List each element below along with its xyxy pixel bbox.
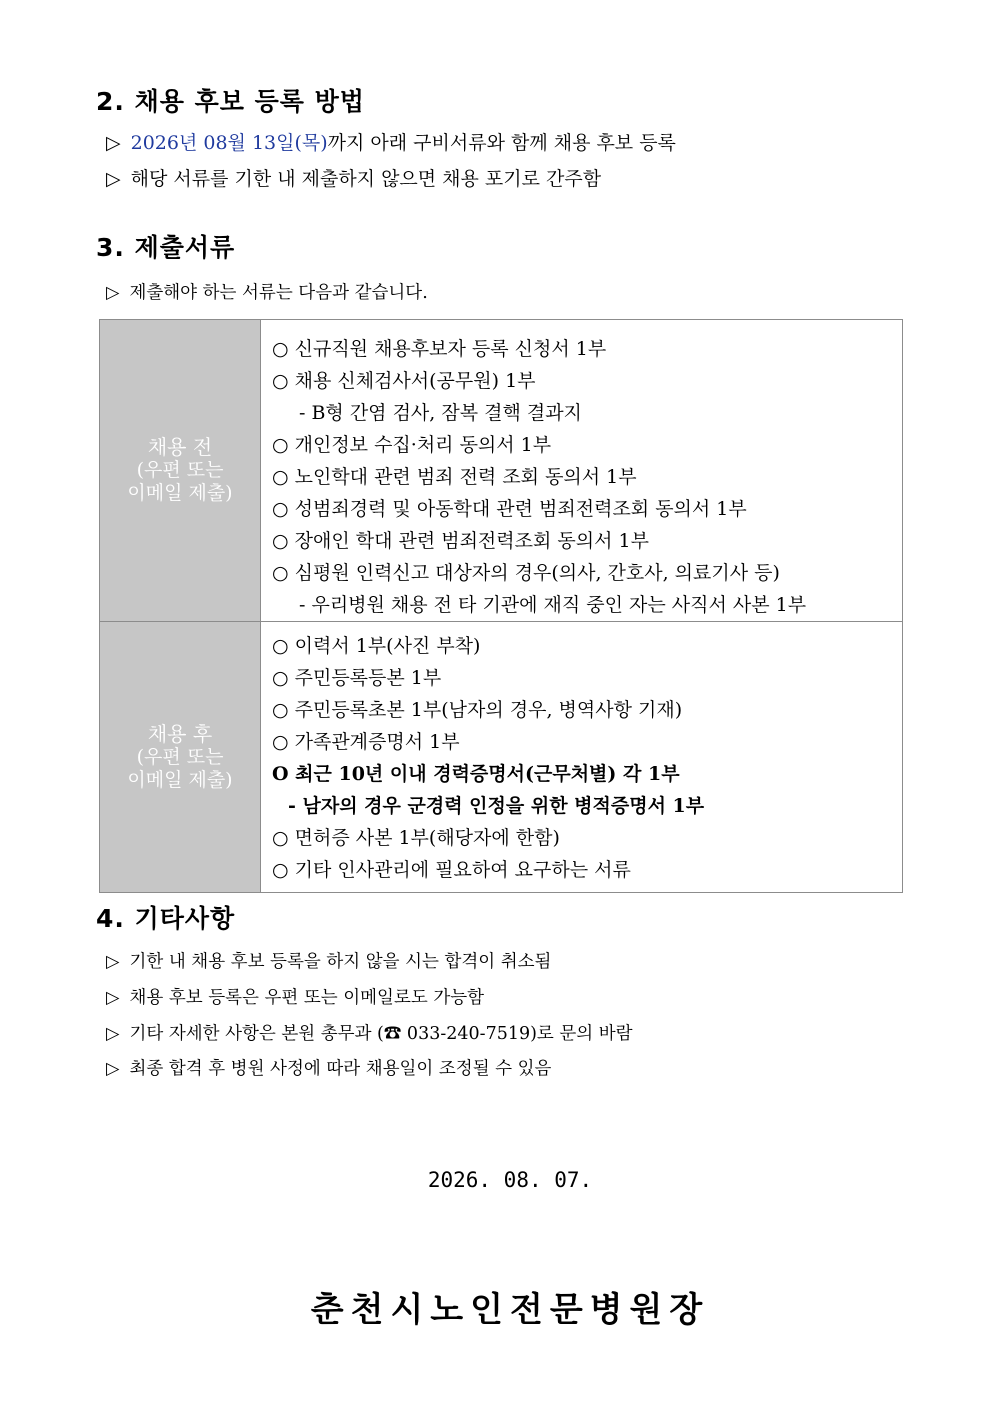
section-3-intro-text: 제출해야 하는 서류는 다음과 같습니다. [129, 283, 428, 303]
section-4-item [106, 948, 551, 973]
section-2-line-1-text: 까지 아래 구비서류와 함께 채용 후보 등록 [327, 132, 676, 154]
list-item: ○ 개인정보 수집·처리 동의서 1부 [272, 434, 552, 456]
list-item: ○ 가족관계증명서 1부 [272, 731, 460, 753]
list-item: O 최근 10년 이내 경력증명서(근무처별) 각 1부 [272, 763, 680, 785]
before-hiring-label-sub2: 이메일 제출) [127, 482, 233, 504]
list-item: ○ 장애인 학대 관련 범죄전력조회 동의서 1부 [272, 530, 649, 552]
section-2-line-1 [106, 128, 676, 155]
after-hiring-label-sub1: (우편 또는 [136, 745, 224, 768]
section-4-item [106, 1055, 551, 1080]
after-hiring-items [261, 622, 903, 893]
after-hiring-label-title: 채용 후 [147, 721, 213, 746]
before-hiring-row [100, 320, 903, 622]
list-item: ○ 신규직원 채용후보자 등록 신청서 1부 [272, 338, 607, 360]
signature-title: 춘천시노인전문병원장 [310, 1290, 710, 1330]
section-3-intro [106, 279, 428, 304]
list-item: ○ 채용 신체검사서(공무원) 1부 [272, 370, 536, 392]
section-2-line-2 [106, 164, 601, 191]
triangle-marker-icon: ▷ [106, 168, 121, 190]
list-item: - B형 간염 검사, 잠복 결핵 결과지 [299, 402, 582, 424]
list-item: ○ 이력서 1부(사진 부착) [272, 635, 481, 657]
list-item: ○ 주민등록초본 1부(남자의 경우, 병역사항 기재) [272, 699, 683, 721]
after-hiring-row [100, 622, 903, 893]
after-hiring-label-sub2: 이메일 제출) [127, 768, 233, 791]
list-item: ○ 성범죄경력 및 아동학대 관련 범죄전력조회 동의서 1부 [272, 498, 747, 520]
list-item: - 우리병원 채용 전 타 기관에 재직 중인 자는 사직서 사본 1부 [299, 594, 807, 616]
deadline-highlight: 2026년 08월 13일(목) [130, 132, 328, 154]
before-hiring-label-title: 채용 전 [147, 435, 213, 459]
triangle-marker-icon: ▷ [106, 952, 120, 972]
list-item: ○ 주민등록등본 1부 [272, 667, 442, 689]
triangle-marker-icon: ▷ [106, 283, 120, 303]
before-hiring-label-sub1: (우편 또는 [136, 459, 224, 481]
after-hiring-label [100, 622, 261, 893]
before-hiring-items [261, 320, 903, 622]
section-2-line-2-text: 해당 서류를 기한 내 제출하지 않으면 채용 포기로 간주함 [130, 168, 602, 190]
section-3-title: 3. 제출서류 [96, 233, 236, 262]
section-4-item-text: 기타 자세한 사항은 본원 총무과 (☎ 033-240-7519)로 문의 바람 [129, 1024, 633, 1044]
documents-table [99, 319, 903, 893]
section-4-item [106, 984, 484, 1009]
section-4-item-text: 최종 합격 후 병원 사정에 따라 채용일이 조정될 수 있음 [129, 1059, 552, 1079]
section-4-item [106, 1020, 633, 1045]
list-item: ○ 면허증 사본 1부(해당자에 한함) [272, 827, 560, 849]
section-4-title: 4. 기타사항 [96, 904, 236, 933]
triangle-marker-icon: ▷ [106, 132, 121, 154]
list-item: - 남자의 경우 군경력 인정을 위한 병적증명서 1부 [288, 795, 705, 817]
list-item: ○ 심평원 인력신고 대상자의 경우(의사, 간호사, 의료기사 등) [272, 562, 780, 584]
section-4-item-text: 기한 내 채용 후보 등록을 하지 않을 시는 합격이 취소됨 [129, 952, 552, 972]
triangle-marker-icon: ▷ [106, 988, 120, 1008]
triangle-marker-icon: ▷ [106, 1059, 120, 1079]
section-4-item-text: 채용 후보 등록은 우편 또는 이메일로도 가능함 [129, 988, 485, 1008]
triangle-marker-icon: ▷ [106, 1024, 120, 1044]
before-hiring-label [100, 320, 261, 622]
list-item: ○ 노인학대 관련 범죄 전력 조회 동의서 1부 [272, 466, 637, 488]
section-2-title: 2. 채용 후보 등록 방법 [96, 87, 365, 116]
list-item: ○ 기타 인사관리에 필요하여 요구하는 서류 [272, 859, 631, 881]
document-date: 2026. 08. 07. [427, 1168, 593, 1192]
